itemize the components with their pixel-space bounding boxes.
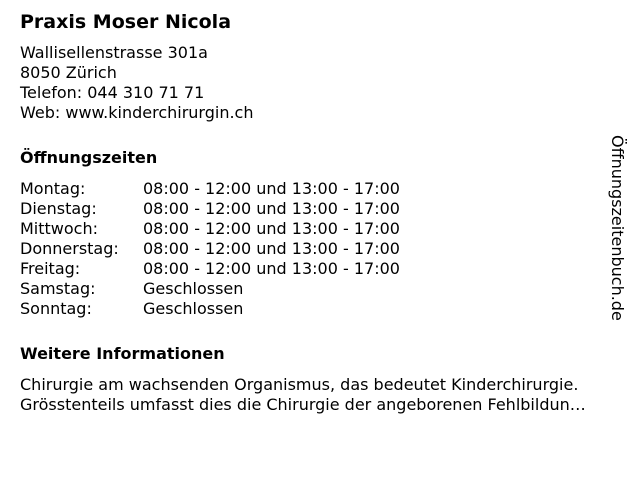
day-label: Samstag: (20, 279, 96, 298)
phone-number: Telefon: 044 310 71 71 (20, 83, 205, 102)
day-label: Donnerstag: (20, 239, 119, 258)
time-value: 08:00 - 12:00 und 13:00 - 17:00 (143, 259, 400, 278)
time-value: Geschlossen (143, 279, 244, 298)
watermark-side-label: Öffnungszeitenbuch.de (608, 135, 627, 321)
street-address: Wallisellenstrasse 301a (20, 43, 208, 62)
more-info-text (20, 375, 620, 415)
hours-row-sunday (20, 299, 620, 319)
city-address: 8050 Zürich (20, 63, 117, 82)
info-line-1: Chirurgie am wachsenden Organismus, das bedeutet Kinderchirurgie. (20, 375, 579, 394)
website: Web: www.kinderchirurgin.ch (20, 103, 254, 122)
practice-name: Praxis Moser Nicola (20, 11, 232, 33)
opening-hours-table (20, 179, 620, 319)
content (20, 10, 620, 415)
hours-row-friday (20, 259, 620, 279)
hours-row-wednesday (20, 219, 620, 239)
time-value: 08:00 - 12:00 und 13:00 - 17:00 (143, 219, 400, 238)
more-info-heading: Weitere Informationen (20, 344, 225, 363)
hours-row-monday (20, 179, 620, 199)
hours-row-tuesday (20, 199, 620, 219)
address-block (20, 43, 620, 123)
info-line-2: Grösstenteils umfasst dies die Chirurgie der angeborenen Fehlbildun… (20, 395, 586, 414)
time-value: 08:00 - 12:00 und 13:00 - 17:00 (143, 199, 400, 218)
time-value: Geschlossen (143, 299, 244, 318)
time-value: 08:00 - 12:00 und 13:00 - 17:00 (143, 179, 400, 198)
day-label: Dienstag: (20, 199, 97, 218)
time-value: 08:00 - 12:00 und 13:00 - 17:00 (143, 239, 400, 258)
day-label: Mittwoch: (20, 219, 98, 238)
day-label: Freitag: (20, 259, 81, 278)
day-label: Montag: (20, 179, 86, 198)
hours-row-thursday (20, 239, 620, 259)
hours-row-saturday (20, 279, 620, 299)
opening-hours-heading: Öffnungszeiten (20, 148, 158, 167)
day-label: Sonntag: (20, 299, 92, 318)
